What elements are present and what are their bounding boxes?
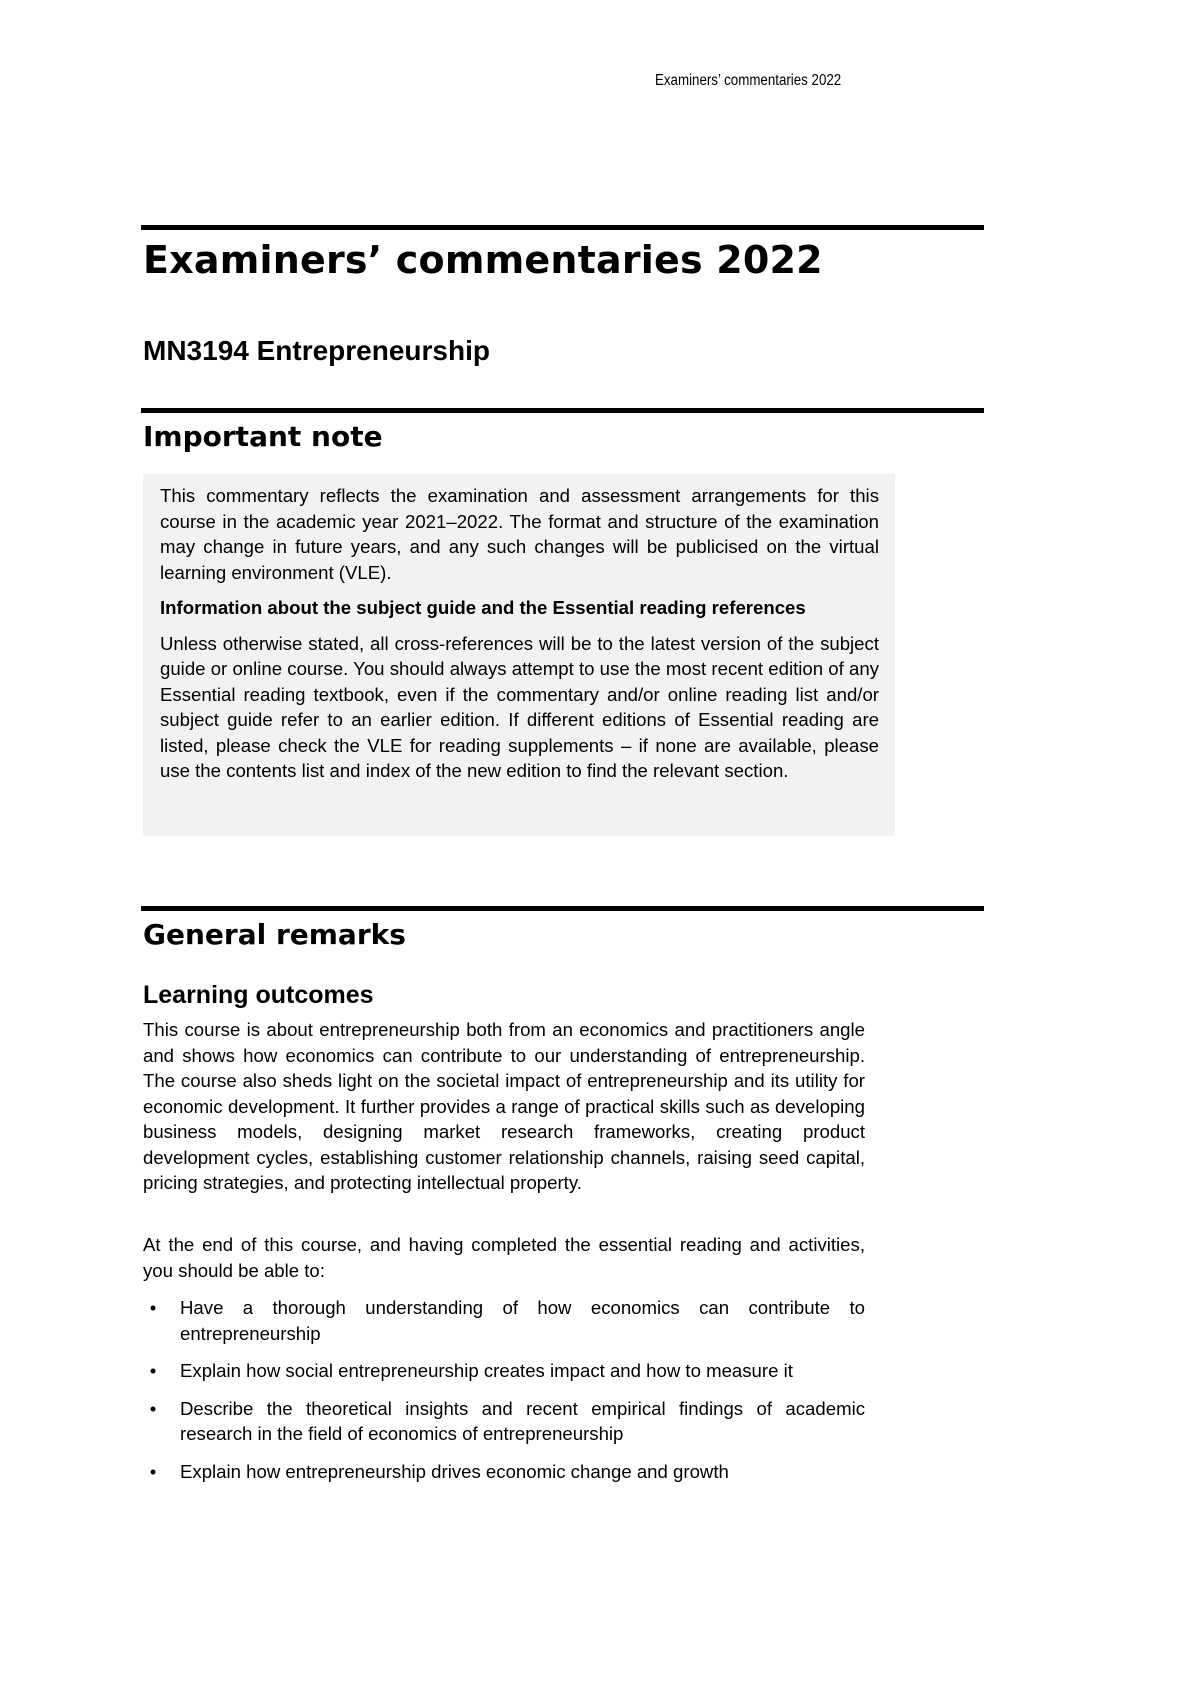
important-note-rule	[141, 408, 984, 413]
running-header: Examiners’ commentaries 2022	[655, 72, 842, 89]
list-item	[143, 1459, 865, 1485]
list-item	[143, 1358, 865, 1384]
subject-guide-paragraph: Unless otherwise stated, all cross-references will be to the latest version of the subject guide or online course. You should always attempt to use the most recent edition of any Essential reading textbook, even if the commentary and/or online reading list and/or subject guide refer to an earlier edition. If different editions of Essential reading are listed, please check the VLE for reading supplements – if none are available, please use the contents list and index of the new edition to find the relevant section.	[160, 632, 879, 781]
list-item	[143, 1396, 865, 1447]
important-note-heading: Important note	[143, 420, 383, 453]
page-title: Examiners’ commentaries 2022	[143, 238, 823, 282]
important-note-box	[143, 474, 895, 836]
subject-guide-subheading: Information about the subject guide and the Essential reading references	[160, 597, 806, 618]
list-item-text: Have a thorough understanding of how economics can contribute to entrepreneurship	[180, 1297, 865, 1344]
learning-outcomes-list	[143, 1295, 865, 1496]
general-remarks-heading: General remarks	[143, 918, 406, 951]
general-remarks-rule	[141, 906, 984, 911]
bullet-icon: •	[149, 1297, 157, 1318]
learning-outcomes-heading: Learning outcomes	[143, 981, 374, 1009]
important-note-paragraph: This commentary reflects the examination and assessment arrangements for this course in the academic year 2021–2022. The format and structure of the examination may change in future years, and any such changes will be publicised on the virtual learning environment (VLE).	[160, 485, 879, 583]
list-item-text: Explain how social entrepreneurship creates impact and how to measure it	[180, 1360, 793, 1381]
outcomes-intro-paragraph: At the end of this course, and having completed the essential reading and activities, you should be able to:	[143, 1234, 865, 1281]
list-item-text: Describe the theoretical insights and recent empirical findings of academic research in the field of economics of entrepreneurship	[180, 1397, 865, 1444]
bullet-icon: •	[149, 1460, 157, 1482]
course-title: MN3194 Entrepreneurship	[143, 335, 490, 366]
course-description-paragraph: This course is about entrepreneurship both from an economics and practitioners angle and shows how economics can contribute to our understanding of entrepreneurship. The course also sheds light on the societal impact of entrepreneurship and its utility for economic development. It further provides a range of practical skills such as developing business models, designing market research frameworks, creating product development cycles, establishing customer relationship channels, raising seed capital, pricing strategies, and protecting intellectual property.	[143, 1019, 865, 1193]
title-rule	[141, 225, 984, 230]
bullet-icon: •	[149, 1360, 157, 1381]
list-item	[143, 1295, 865, 1346]
list-item-text: Explain how entrepreneurship drives economic change and growth	[180, 1460, 729, 1482]
bullet-icon: •	[149, 1397, 157, 1419]
